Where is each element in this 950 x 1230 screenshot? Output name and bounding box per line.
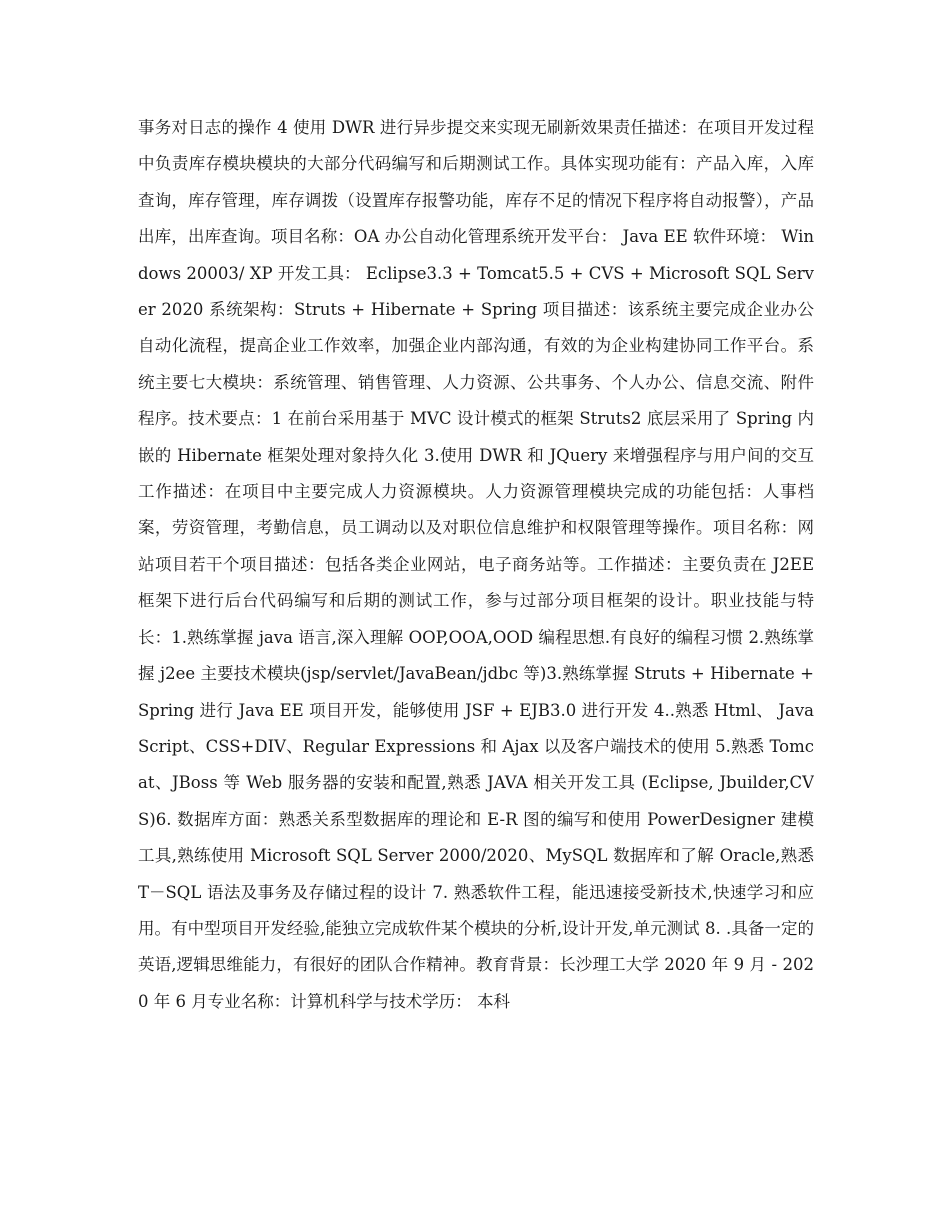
document-page — [138, 110, 814, 1190]
body-paragraph: 事务对日志的操作 4 使用 DWR 进行异步提交来实现无刷新效果责任描述：在项目开发过程中负责库存模块模块的大部分代码编写和后期测试工作。具体实现功能有：产品入库，入库查询，库存管理，库存调拨（设置库存报警功能，库存不足的情况下程序将自动报警），产品出库，出库查询。项目名称：OA 办公自动化管理系统开发平台： Java EE 软件环境： Windows 20003/ XP 开发工具： Eclipse3.3 + Tomcat5.5 + CVS + Microsoft SQL Server 2020 系统架构：Struts + Hibernate + Spring 项目描述：该系统主要完成企业办公自动化流程，提高企业工作效率，加强企业内部沟通，有效的为企业构建协同工作平台。系统主要七大模块：系统管理、销售管理、人力资源、公共事务、个人办公、信息交流、附件程序。技术要点：1 在前台采用基于 MVC 设计模式的框架 Struts2 底层采用了 Spring 内嵌的 Hibernate 框架处理对象持久化 3.使用 DWR 和 JQuery 来增强程序与用户间的交互工作描述：在项目中主要完成人力资源模块。人力资源管理模块完成的功能包括：人事档案，劳资管理，考勤信息，员工调动以及对职位信息维护和权限管理等操作。项目名称：网站项目若干个项目描述：包括各类企业网站，电子商务站等。工作描述：主要负责在 J2EE 框架下进行后台代码编写和后期的测试工作，参与过部分项目框架的设计。职业技能与特长：1.熟练掌握 java 语言,深入理解 OOP,OOA,OOD 编程思想.有良好的编程习惯 2.熟练掌握 j2ee 主要技术模块(jsp/servlet/JavaBean/jdbc 等)3.熟练掌握 Struts + Hibernate + Spring 进行 Java EE 项目开发，能够使用 JSF + EJB3.0 进行开发 4..熟悉 Html、 JavaScript、CSS+DIV、Regular Expressions 和 Ajax 以及客户端技术的使用 5.熟悉 Tomcat、JBoss 等 Web 服务器的安装和配置,熟悉 JAVA 相关开发工具 (Eclipse, Jbuilder,CVS)6. 数据库方面：熟悉关系型数据库的理论和 E-R 图的编写和使用 PowerDesigner 建模工具,熟练使用 Microsoft SQL Server 2000/2020、MySQL 数据库和了解 Oracle,熟悉 T－SQL 语法及事务及存储过程的设计 7. 熟悉软件工程，能迅速接受新技术,快速学习和应用。有中型项目开发经验,能独立完成软件某个模块的分析,设计开发,单元测试 8. .具备一定的英语,逻辑思维能力，有很好的团队合作精神。教育背景：长沙理工大学 2020 年 9 月 - 2020 年 6 月专业名称：计算机科学与技术学历： 本科 — [138, 118, 814, 1011]
